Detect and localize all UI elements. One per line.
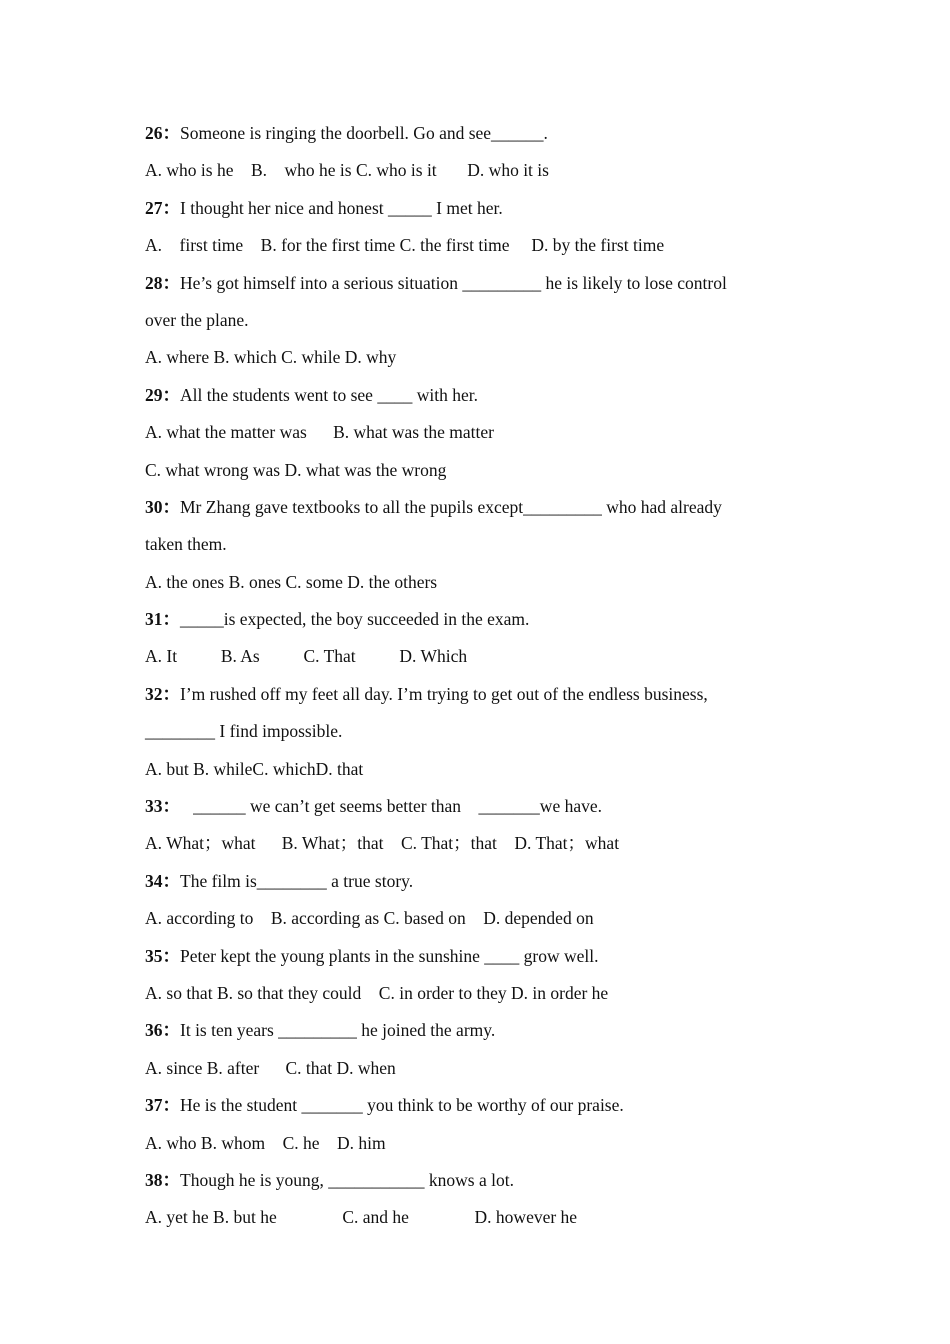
question-28 [145,269,805,306]
question-separator: ： [162,609,180,630]
question-26-options: A. who is he B. who he is C. who is it D. who it is [145,160,549,181]
question-separator: ： [162,272,180,293]
question-32-options: A. but B. whileC. whichD. that [145,758,364,779]
question-separator: ： [162,683,180,704]
question-number: 34 [145,870,163,891]
question-38-options: A. yet he B. but he C. and he D. however he [145,1207,578,1228]
question-stem: It is ten years _________ he joined the army. [180,1020,496,1041]
question-stem: Mr Zhang gave textbooks to all the pupils except_________ who had already [180,496,722,517]
question-26 [145,119,805,156]
question-stem: ______ we can’t get seems better than _______we have. [180,796,602,817]
question-separator: ： [162,1020,180,1041]
question-separator: ： [162,123,180,143]
question-list [145,119,805,1241]
question-stem: He’s got himself into a serious situation _________ he is likely to lose control [180,272,727,293]
question-stem: I thought her nice and honest _____ I met her. [180,197,503,218]
question-31 [145,605,805,642]
question-number: 38 [145,1169,163,1190]
question-28-options: A. where B. which C. while D. why [145,347,397,368]
question-29-options: A. what the matter was B. what was the matter [145,422,494,443]
question-number: 27 [145,197,163,218]
question-separator: ： [162,945,180,966]
question-stem: Peter kept the young plants in the sunshine ____ grow well. [180,945,599,966]
question-number: 37 [145,1095,163,1116]
question-separator: ： [162,197,180,218]
question-28-stem-continued: over the plane. [145,309,249,330]
question-separator: ： [162,870,180,891]
question-number: 30 [145,496,163,517]
question-32-stem-continued: ________ I find impossible. [145,721,343,742]
question-number: 31 [145,609,163,630]
question-separator: ： [162,384,180,405]
question-29-options: C. what wrong was D. what was the wrong [145,459,447,480]
question-37-options: A. who B. whom C. he D. him [145,1132,386,1153]
question-30 [145,493,805,530]
question-35-options: A. so that B. so that they could C. in order to they D. in order he [145,982,609,1003]
question-33-options: A. What；what B. What；that C. That；that D. That；what [145,833,620,854]
question-stem: All the students went to see ____ with her. [180,384,478,405]
question-33 [145,792,805,829]
question-number: 32 [145,683,163,704]
question-stem: I’m rushed off my feet all day. I’m trying to get out of the endless business, [180,683,708,704]
question-34 [145,867,805,904]
question-number: 36 [145,1020,163,1041]
question-27-options: A. first time B. for the first time C. the first time D. by the first time [145,235,665,256]
question-36-options: A. since B. after C. that D. when [145,1057,396,1078]
question-38 [145,1166,805,1203]
question-separator: ： [162,1169,180,1190]
question-37 [145,1091,805,1128]
question-35 [145,942,805,979]
question-30-options: A. the ones B. ones C. some D. the others [145,571,438,592]
question-separator: ： [162,496,180,517]
question-stem: The film is________ a true story. [180,870,414,891]
question-separator: ： [162,796,180,817]
question-number: 29 [145,384,163,405]
question-number: 35 [145,945,163,966]
question-31-options: A. It B. As C. That D. Which [145,646,468,667]
question-stem: Someone is ringing the doorbell. Go and see______. [180,123,548,143]
question-32 [145,680,805,717]
question-30-stem-continued: taken them. [145,534,227,555]
question-stem: _____is expected, the boy succeeded in the exam. [180,609,530,630]
question-number: 26 [145,123,163,143]
question-stem: Though he is young, ___________ knows a lot. [180,1169,514,1190]
question-29 [145,381,805,418]
question-stem: He is the student _______ you think to be worthy of our praise. [180,1095,624,1116]
question-34-options: A. according to B. according as C. based on D. depended on [145,908,594,929]
question-36 [145,1016,805,1053]
question-number: 33 [145,796,163,817]
question-separator: ： [162,1095,180,1116]
question-27 [145,194,805,231]
question-number: 28 [145,272,163,293]
